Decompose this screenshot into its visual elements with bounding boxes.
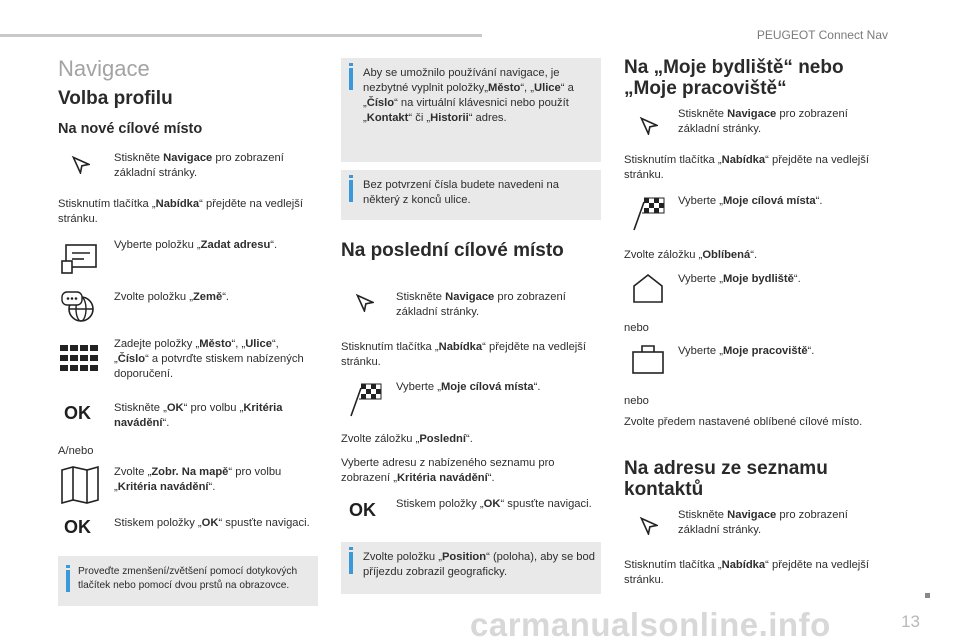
heading-moje-bydliste: Na „Moje bydliště“ nebo „Moje pracoviště“ <box>624 57 844 99</box>
map-icon <box>60 466 100 504</box>
para-nabidka: Stisknutím tlačítka „Nabídka“ přejděte na vedlejší stránku. <box>624 559 869 586</box>
step-navigace: Stiskněte Navigace pro zobrazení základní stránky. <box>678 509 848 536</box>
step-ok-spustte: Stiskem položky „OK“ spusťte navigaci. <box>396 498 592 510</box>
para-nabidka: Stisknutím tlačítka „Nabídka“ přejděte na vedlejší stránku. <box>58 198 303 225</box>
para-nabidka: Stisknutím tlačítka „Nabídka“ přejděte na vedlejší stránku. <box>624 154 869 181</box>
navigation-arrow-icon <box>636 113 658 135</box>
step-ok-spustte: Stiskem položky „OK“ spusťte navigaci. <box>114 517 310 529</box>
info-note-zoom: Proveďte zmenšení/zvětšení pomocí dotykových tlačítek nebo pomocí dvou prstů na obrazovce. <box>58 556 318 606</box>
heading-posledni: Na poslední cílové místo <box>341 240 564 261</box>
info-icon <box>349 68 353 90</box>
subheading-nove-misto: Na nové cílové místo <box>58 121 203 137</box>
para-oblibena-tab: Zvolte záložku „Oblíbená“. <box>624 249 758 261</box>
info-note-fields: Aby se umožnilo používání navigace, je nezbytné vyplnit položky„Město“, „Ulice“ a „Číslo“ na virtuální klávesnici nebo použít „Kontakt“ či „Historii“ adres. <box>341 58 601 162</box>
navigation-arrow-icon <box>636 513 658 535</box>
page-marker <box>925 593 930 598</box>
para-posledni-tab: Zvolte záložku „Poslední“. <box>341 433 473 445</box>
and-or-text: A/nebo <box>58 445 94 457</box>
step-zobr-na-mape: Zvolte „Zobr. Na mapě“ pro volbu „Kritéria navádění“. <box>114 466 282 493</box>
navigation-arrow-icon <box>68 152 90 174</box>
destination-flag-icon <box>345 380 383 418</box>
home-icon <box>630 272 666 304</box>
running-header: PEUGEOT Connect Nav <box>756 28 888 42</box>
info-note-number: Bez potvrzení čísla budete navedeni na některý z konců ulice. <box>341 170 601 220</box>
heading-volba-profilu: Volba profilu <box>58 88 173 109</box>
step-moje-cilova-mista: Vyberte „Moje cílová místa“. <box>678 195 823 207</box>
info-icon <box>349 552 353 574</box>
navigation-arrow-icon <box>352 290 374 312</box>
info-icon <box>349 180 353 202</box>
info-icon <box>66 570 70 592</box>
top-rule <box>0 34 482 37</box>
or-text-2: nebo <box>624 395 649 407</box>
step-moje-pracoviste: Vyberte „Moje pracoviště“. <box>678 345 815 357</box>
watermark: carmanualsonline.info <box>470 606 831 643</box>
step-zadat-adresu: Vyberte položku „Zadat adresu“. <box>114 239 278 251</box>
info-note-position: Zvolte položku „Position“ (poloha), aby se bod příjezdu zobrazil geograficky. <box>341 542 601 594</box>
heading-kontakty: Na adresu ze seznamu kontaktů <box>624 458 828 500</box>
step-navigace: Stiskněte Navigace pro zobrazení základní stránky. <box>396 291 566 318</box>
step-ok-kriteria: Stiskněte „OK“ pro volbu „Kritéria navádění“. <box>114 402 283 429</box>
para-vyberte-adresu: Vyberte adresu z nabízeného seznamu pro zobrazení „Kritéria navádění“. <box>341 457 555 484</box>
work-briefcase-icon <box>630 343 666 375</box>
page-number: 13 <box>901 612 920 631</box>
destination-flag-icon <box>628 194 666 232</box>
step-mesto-ulice-cislo: Zadejte položky „Město“, „Ulice“, „Číslo“ a potvrďte stiskem nabízených doporučení. <box>114 338 304 380</box>
country-globe-icon <box>60 290 98 324</box>
section-title: Navigace <box>58 56 150 81</box>
ok-symbol-2: OK <box>64 517 91 537</box>
or-text: nebo <box>624 322 649 334</box>
para-nabidka: Stisknutím tlačítka „Nabídka“ přejděte na vedlejší stránku. <box>341 341 586 368</box>
address-input-icon <box>60 243 98 275</box>
para-oblibene-misto: Zvolte předem nastavené oblíbené cílové místo. <box>624 416 863 428</box>
ok-symbol: OK <box>349 500 376 520</box>
step-navigace: Stiskněte Navigace pro zobrazení základní stránky. <box>678 108 848 135</box>
ok-symbol: OK <box>64 403 91 423</box>
step-moje-cilova-mista: Vyberte „Moje cílová místa“. <box>396 381 541 393</box>
step-zeme: Zvolte položku „Země“. <box>114 291 230 303</box>
step-navigace: Stiskněte Navigace pro zobrazení základní stránky. <box>114 152 284 179</box>
step-moje-bydliste: Vyberte „Moje bydliště“. <box>678 273 801 285</box>
keyboard-grid-icon <box>60 345 100 373</box>
